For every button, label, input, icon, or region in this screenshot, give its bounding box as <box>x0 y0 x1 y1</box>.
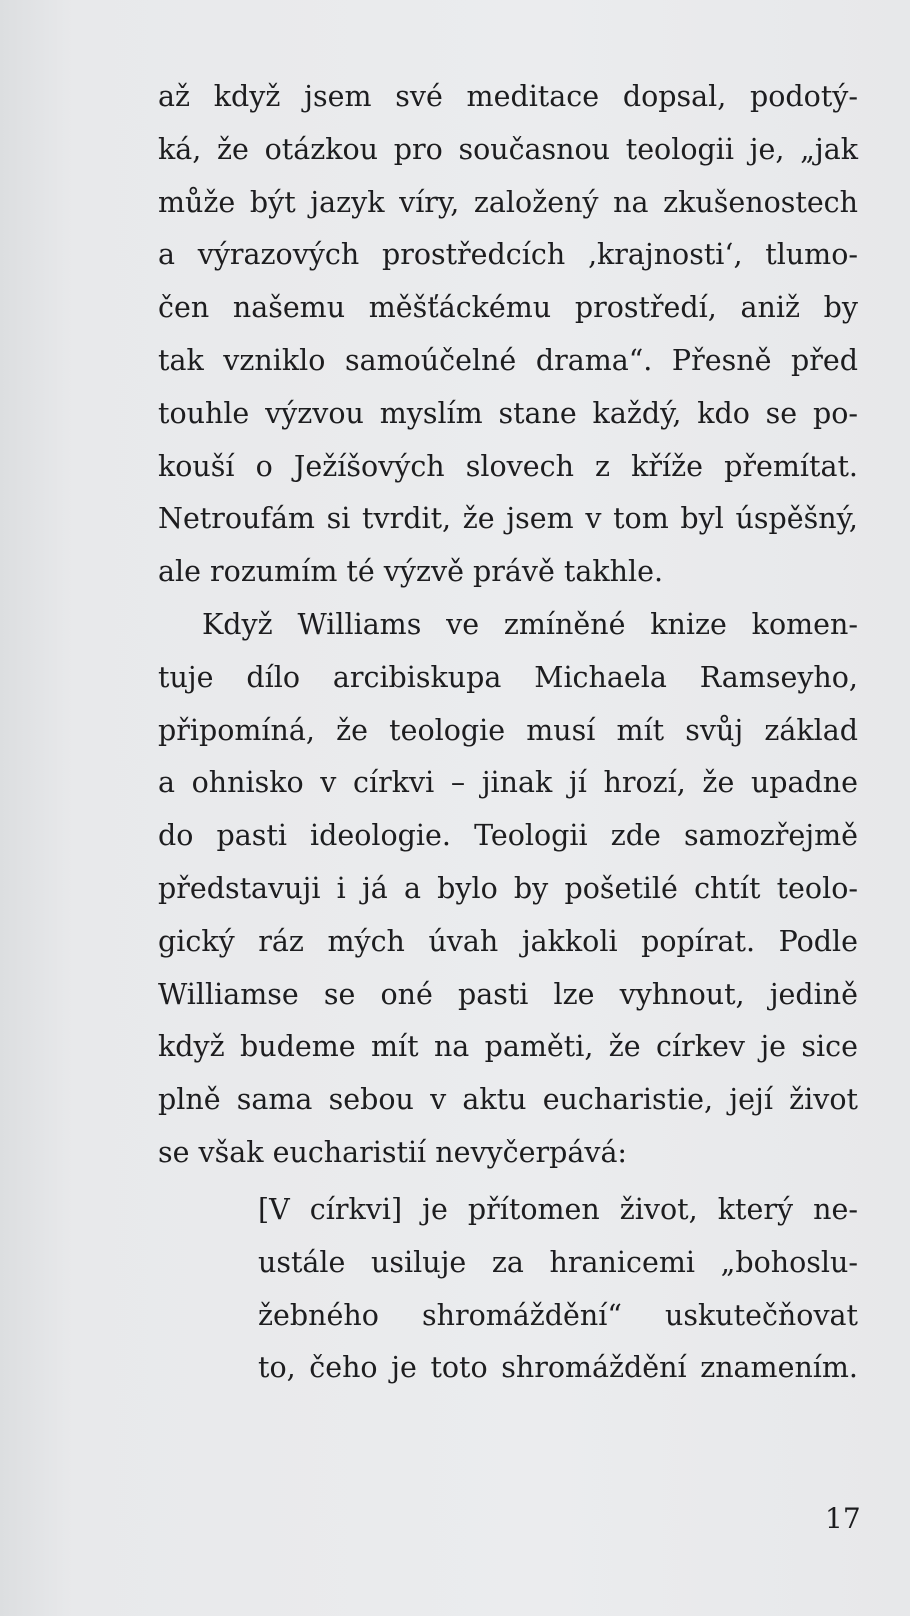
text-line: Netroufám si tvrdit, že jsem v tom byl úspěšný, <box>158 502 858 536</box>
text-line: čen našemu měšťáckému prostředí, aniž by <box>158 291 858 325</box>
block-quote <box>258 1184 858 1395</box>
quote-line: žebného shromáždění“ uskutečňovat <box>258 1298 858 1332</box>
text-line: a výrazových prostředcích ‚krajnosti‘, tlumo- <box>158 238 858 272</box>
text-line: se však eucharistií nevyčerpává: <box>158 1135 628 1169</box>
text-line: když budeme mít na paměti, že církev je sice <box>158 1030 858 1064</box>
text-line: ale rozumím té výzvě právě takhle. <box>158 555 664 589</box>
text-line: ká, že otázkou pro současnou teologii je, „jak <box>158 132 858 166</box>
text-line: do pasti ideologie. Teologii zde samozřejmě <box>158 819 858 853</box>
paragraph-1 <box>158 71 858 599</box>
text-line: kouší o Ježíšových slovech z kříže přemítat. <box>158 449 858 483</box>
text-line: tuje dílo arcibiskupa Michaela Ramseyho, <box>158 660 858 694</box>
quote-line: to, čeho je toto shromáždění znamením. <box>258 1351 858 1385</box>
text-line: plně sama sebou v aktu eucharistie, její život <box>158 1083 858 1117</box>
quote-line: [V církvi] je přítomen život, který ne- <box>258 1193 858 1226</box>
paragraph-2 <box>158 599 858 1180</box>
text-line: touhle výzvou myslím stane každý, kdo se po- <box>158 396 858 430</box>
page-number: 17 <box>825 1502 861 1535</box>
text-line: může být jazyk víry, založený na zkušenostech <box>158 185 858 219</box>
text-line: Když Williams ve zmíněné knize komen- <box>202 607 858 641</box>
text-line: tak vzniklo samoúčelné drama“. Přesně před <box>158 343 858 377</box>
text-line: až když jsem své meditace dopsal, podotý- <box>158 80 858 113</box>
text-line: Williamse se oné pasti lze vyhnout, jedině <box>158 977 858 1011</box>
text-line: a ohnisko v církvi – jinak jí hrozí, že upadne <box>158 766 858 800</box>
text-line: gický ráz mých úvah jakkoli popírat. Podle <box>158 924 858 958</box>
quote-line: ustále usiluje za hranicemi „bohoslu- <box>258 1245 858 1279</box>
body-text <box>158 71 858 1180</box>
text-line: představuji i já a bylo by pošetilé chtít teolo- <box>158 871 858 905</box>
text-line: připomíná, že teologie musí mít svůj základ <box>158 713 858 747</box>
